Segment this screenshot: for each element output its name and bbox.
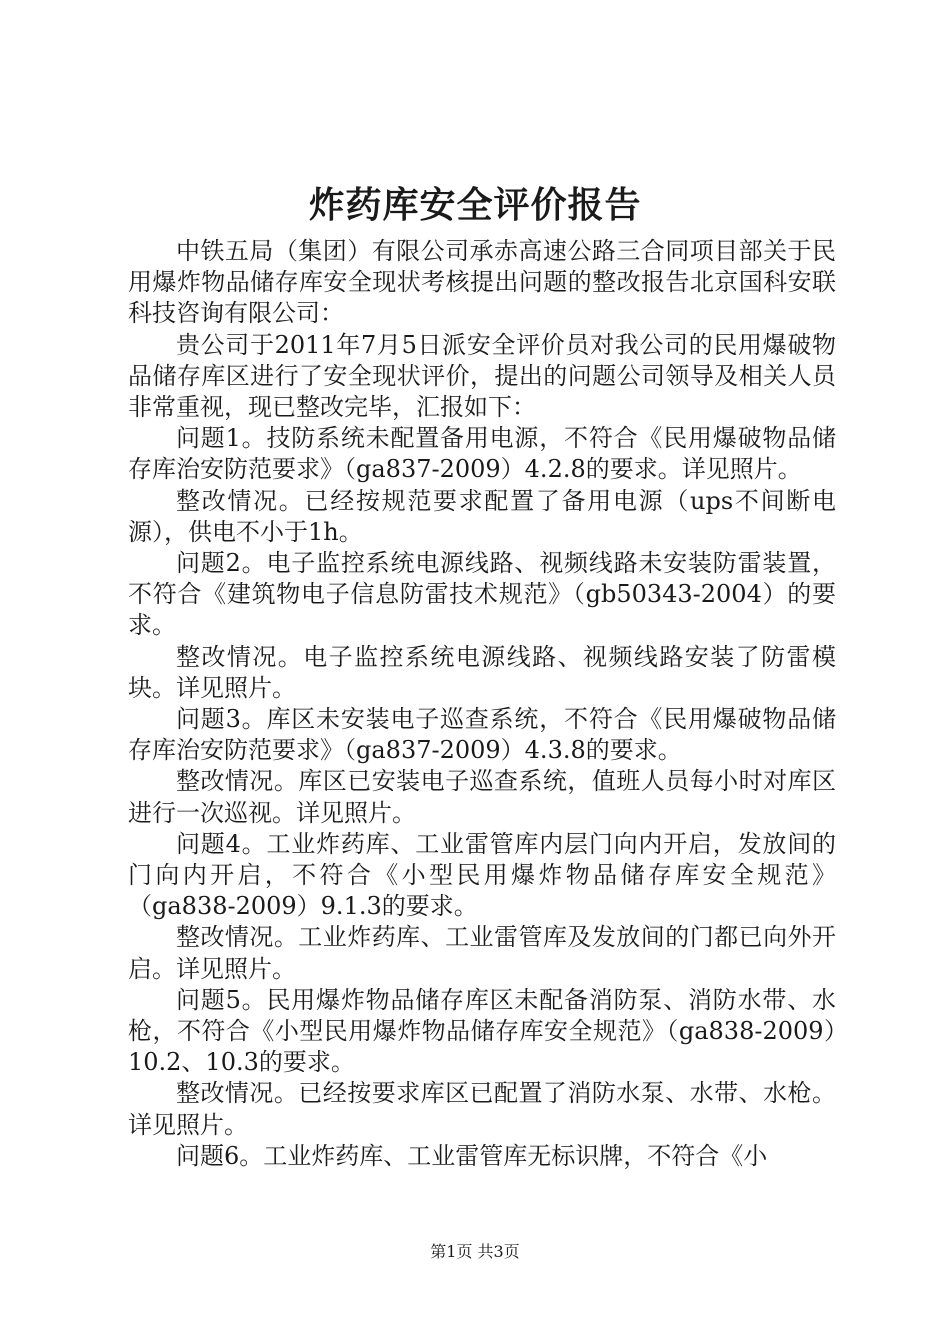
paragraph-issue-5: 问题5。民用爆炸物品储存库区未配备消防泵、消防水带、水枪，不符合《小型民用爆炸物品储存库安全规范》（ga838-2009）10.2、10.3的要求。 — [128, 985, 836, 1077]
paragraph-recipient: 中铁五局（集团）有限公司承赤高速公路三合同项目部关于民用爆炸物品储存库安全现状考核提出问题的整改报告北京国科安联科技咨询有限公司： — [128, 237, 836, 328]
paragraph-fix-2: 整改情况。电子监控系统电源线路、视频线路安装了防雷模块。详见照片。 — [128, 642, 836, 702]
document-body — [128, 236, 836, 1172]
paragraph-fix-3: 整改情况。库区已安装电子巡查系统，值班人员每小时对库区进行一次巡视。详见照片。 — [128, 767, 836, 827]
paragraph-fix-1: 整改情况。已经按规范要求配置了备用电源（ups不间断电源），供电不小于1h。 — [128, 486, 836, 546]
page-footer: 第1页 共3页 — [430, 1242, 520, 1261]
paragraph-issue-6: 问题6。工业炸药库、工业雷管库无标识牌，不符合《小 — [176, 1141, 768, 1170]
paragraph-issue-1: 问题1。技防系统未配置备用电源，不符合《民用爆破物品储存库治安防范要求》（ga837-2009）4.2.8的要求。详见照片。 — [128, 424, 836, 484]
paragraph-intro: 贵公司于2011年7月5日派安全评价员对我公司的民用爆破物品储存库区进行了安全现状评价，提出的问题公司领导及相关人员非常重视，现已整改完毕，汇报如下： — [128, 330, 836, 422]
paragraph-fix-4: 整改情况。工业炸药库、工业雷管库及发放间的门都已向外开启。详见照片。 — [128, 923, 836, 983]
document-title: 炸药库安全评价报告 — [308, 184, 642, 226]
paragraph-issue-3: 问题3。库区未安装电子巡查系统，不符合《民用爆破物品储存库治安防范要求》（ga837-2009）4.3.8的要求。 — [128, 705, 836, 765]
paragraph-issue-4: 问题4。工业炸药库、工业雷管库内层门向内开启，发放间的门向内开启，不符合《小型民用爆炸物品储存库安全规范》（ga838-2009）9.1.3的要求。 — [128, 829, 836, 921]
paragraph-fix-5: 整改情况。已经按要求库区已配置了消防水泵、水带、水枪。详见照片。 — [128, 1079, 836, 1139]
paragraph-issue-2: 问题2。电子监控系统电源线路、视频线路未安装防雷装置，不符合《建筑物电子信息防雷技术规范》（gb50343-2004）的要求。 — [128, 549, 836, 640]
